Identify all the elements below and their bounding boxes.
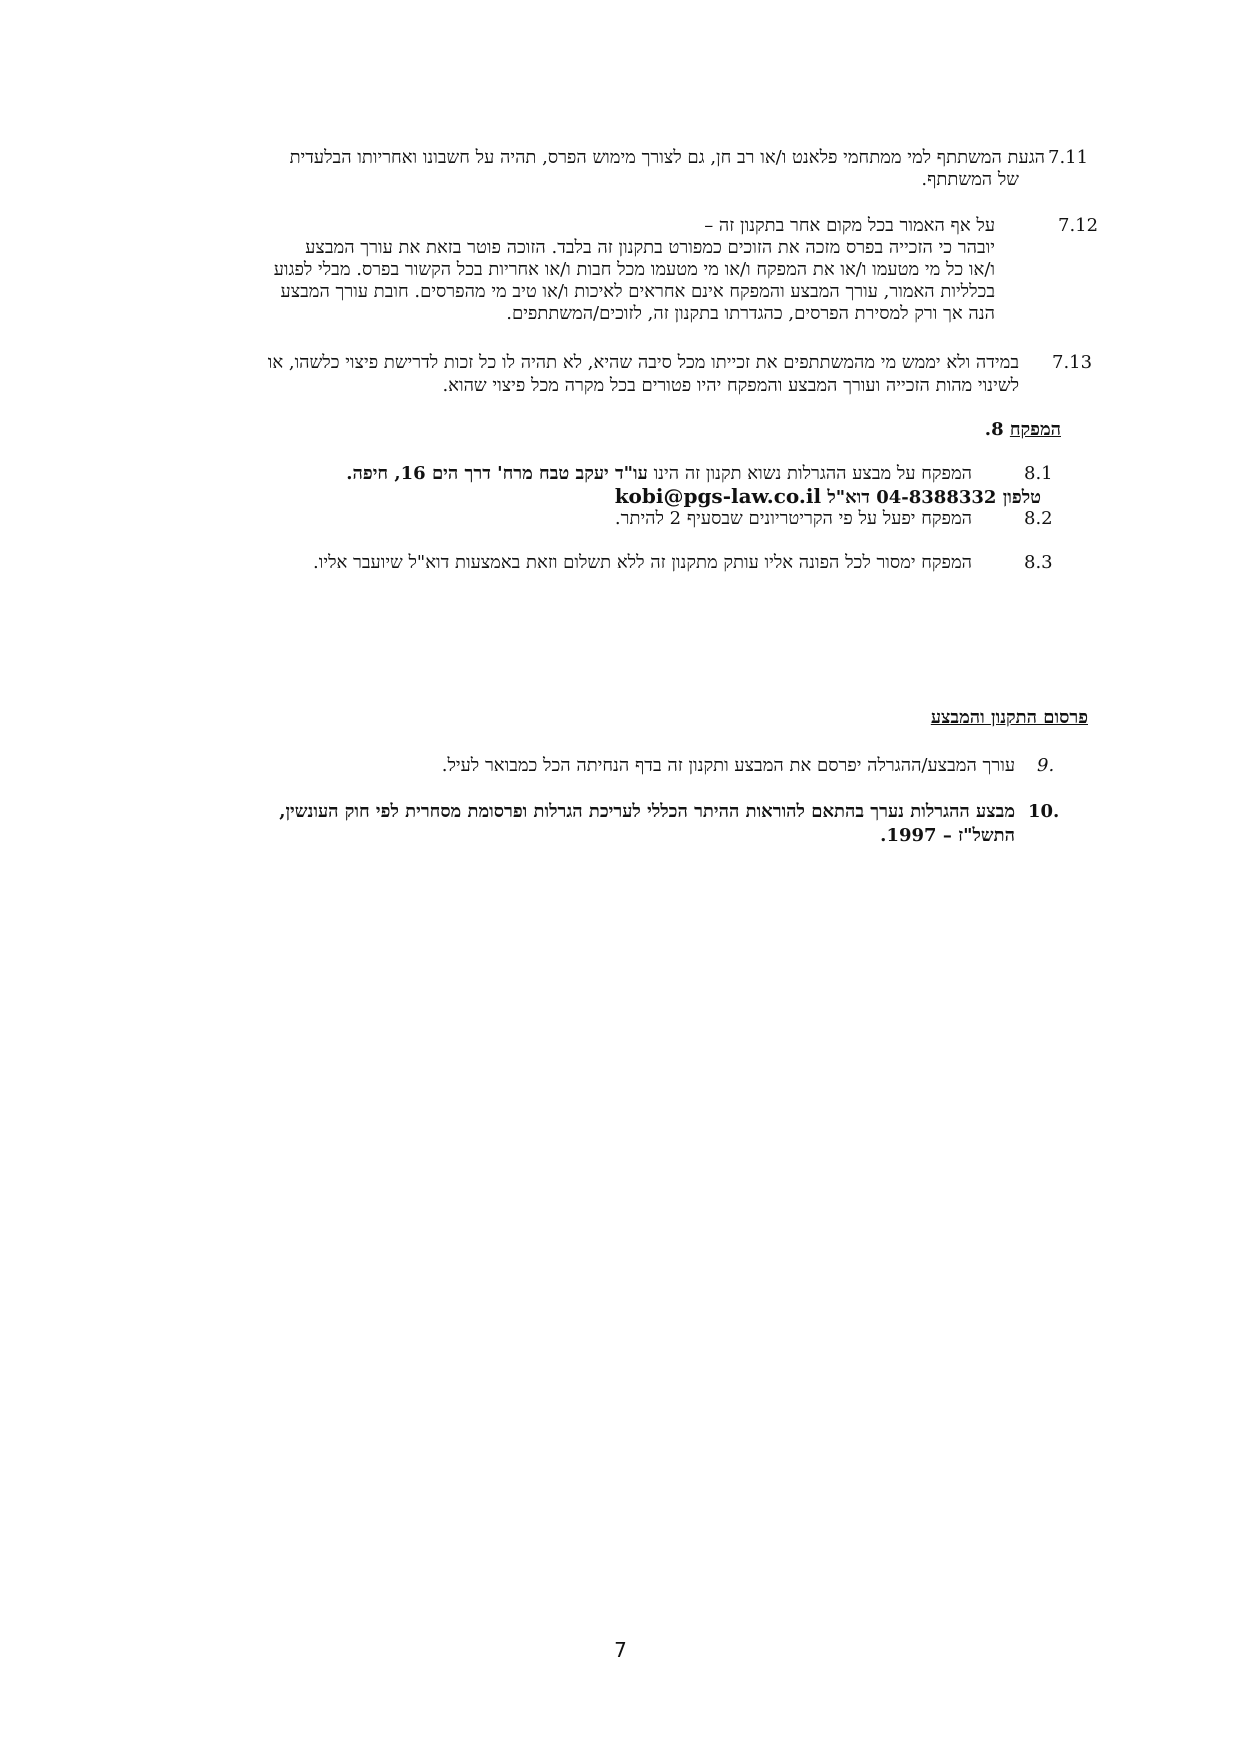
section-number-8-2: 8.2: [1024, 508, 1053, 529]
section-8-title: המפקח: [1009, 419, 1061, 440]
page-number: 7: [614, 1638, 627, 1662]
email-address: kobi@pgs-law.co.il: [614, 484, 822, 508]
section-8-3-text: המפקח ימסור לכל הפונה אליו עותק מתקנון זה ללא תשלום וזאת באמצעות דוא"ל שיועבר אליו.: [313, 552, 972, 573]
section-7-12-line-5: הנה אך ורק למסירת הפרסים, כהגדרתו בתקנון זה, לזוכים/המשתתפים.: [506, 303, 995, 324]
section-7-12-line-4: בכלליות האמור, עורך המבצע והמפקח אינם אחראים לאיכות ו/או טיב מי מהפרסים. חובת עורך המבצע: [280, 281, 995, 302]
section-10-line-2: התשל"ז – 1997.: [880, 825, 1015, 846]
section-7-12-line-2: יובהר כי הזכייה בפרס מזכה את הזוכים כמפורט בתקנון זה בלבד. הזוכה פוטר בזאת את עורך המבצע: [305, 237, 995, 258]
section-7-12-line-1: על אף האמור בכל מקום אחר בתקנון זה –: [704, 215, 995, 236]
section-number-10: 10.: [1028, 801, 1060, 822]
supervisor-name-address: עו"ד יעקב טבח מרח' דרך הים 16, חיפה.: [346, 463, 648, 484]
section-7-11-line-2: של המשתתף.: [921, 169, 1019, 190]
section-8-2-text: המפקח יפעל על פי הקריטריונים שבסעיף 2 להיתר.: [614, 508, 972, 529]
section-9-text: עורך המבצע/ההגרלה יפרסם את המבצע ותקנון זה בדף הנחיתה הכל כמבואר לעיל.: [441, 755, 1015, 776]
section-7-12-line-3: ו/או כל מי מטעמו ו/או את המפקח ו/או מי מטעמו מכל חבות ו/או אחריות בכל הקשור בפרס. מבלי לפגוע: [273, 259, 995, 280]
section-8-1-text: המפקח על מבצע ההגרלות נשוא תקנון זה הינו: [653, 463, 972, 484]
section-number-8-1: 8.1: [1024, 463, 1053, 484]
section-7-13-line-1: במידה ולא יממש מי מהמשתתפים את זכייתו מכל סיבה שהיא, לא תהיה לו כל זכות לדרישת פיצוי כלשהו, או: [267, 352, 1019, 373]
email-label: דוא"ל: [827, 487, 870, 508]
publication-heading: פרסום התקנון והמבצע: [930, 707, 1088, 728]
section-8-1-line-1: [346, 462, 972, 486]
section-number-7-11: 7.11: [1048, 147, 1089, 168]
section-10-line-1: מבצע ההגרלות נערך בהתאם להוראות ההיתר הכללי לעריכת הגרלות ופרסומת מסחרית לפי חוק העונשין,: [279, 801, 1015, 822]
section-7-11-line-1: הגעת המשתתף למי ממתחמי פלאנט ו/או רב חן, גם לצורך מימוש הפרס, תהיה על חשבונו ואחריותו הבלעדית: [289, 147, 1045, 168]
section-number-7-12: 7.12: [1058, 215, 1099, 236]
section-number-7-13: 7.13: [1052, 352, 1093, 373]
section-7-13-line-2: לשינוי מהות הזכייה ועורך המבצע והמפקח יהיו פטורים בכל מקרה מכל פיצוי שהוא.: [442, 375, 1019, 396]
section-number-9: 9.: [1037, 755, 1055, 776]
section-number-8-3: 8.3: [1024, 552, 1053, 573]
phone-number: 04-8388332: [876, 487, 997, 508]
section-8-number: 8.: [984, 419, 1004, 440]
section-8-heading: [985, 418, 1061, 442]
phone-label: טלפון: [1002, 487, 1041, 508]
